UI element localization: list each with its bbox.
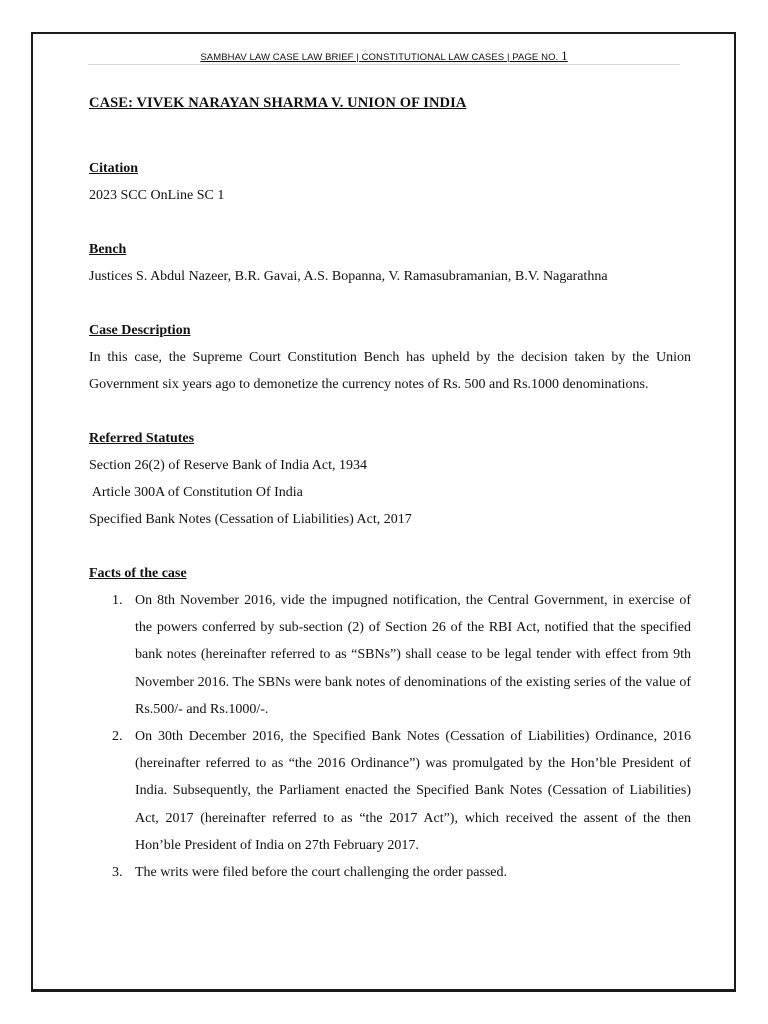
case-title: CASE: VIVEK NARAYAN SHARMA V. UNION OF INDIA bbox=[89, 95, 467, 111]
statute-item: Article 300A of Constitution Of India bbox=[89, 485, 303, 500]
fact-number: 3. bbox=[112, 865, 123, 881]
spacer bbox=[89, 116, 691, 155]
spacer bbox=[89, 533, 691, 560]
spacer bbox=[89, 209, 691, 236]
statute-item: Section 26(2) of Reserve Bank of India Act, 1934 bbox=[89, 458, 367, 473]
header-text: SAMBHAV LAW CASE LAW BRIEF | CONSTITUTIONAL LAW CASES | PAGE NO. bbox=[200, 52, 559, 63]
spacer bbox=[89, 398, 691, 425]
referred-statutes-heading: Referred Statutes bbox=[89, 431, 195, 446]
running-header bbox=[88, 48, 680, 64]
case-description-text: In this case, the Supreme Court Constitution Bench has upheld by the decision taken by the Union Government six years ago to demonetize the currency notes of Rs. 500 and Rs.1000 denominations. bbox=[89, 350, 691, 392]
fact-text: On 30th December 2016, the Specified Bank Notes (Cessation of Liabilities) Ordinance, 2016 (hereinafter referred to as “the 2016 Ordinance”) was promulgated by the Hon’ble President of India. Subsequently, the Parliament enacted the Specified Bank Notes (Cessation of Liabilities) Act, 2017 (hereinafter referred to as “the 2017 Act”), which received the assent of the then Hon’ble President of India on 27th February 2017. bbox=[135, 729, 691, 853]
fact-item bbox=[89, 859, 691, 886]
fact-number: 1. bbox=[112, 593, 123, 608]
bench-text: Justices S. Abdul Nazeer, B.R. Gavai, A.S. Bopanna, V. Ramasubramanian, B.V. Nagarathna bbox=[89, 269, 608, 284]
spacer bbox=[89, 290, 691, 317]
facts-heading: Facts of the case bbox=[89, 566, 187, 581]
document-body bbox=[89, 90, 691, 886]
citation-heading: Citation bbox=[89, 161, 138, 176]
bench-heading: Bench bbox=[89, 242, 127, 257]
citation-text: 2023 SCC OnLine SC 1 bbox=[89, 188, 225, 203]
facts-list bbox=[89, 587, 691, 886]
fact-number: 2. bbox=[112, 729, 123, 745]
fact-text: The writs were filed before the court challenging the order passed. bbox=[135, 865, 508, 881]
fact-item bbox=[89, 723, 691, 859]
fact-text: On 8th November 2016, vide the impugned notification, the Central Government, in exercise of the powers conferred by sub-section (2) of Section 26 of the RBI Act, notified that the specified bank notes (hereinafter referred to as “SBNs”) shall cease to be legal tender with effect from 9th November 2016. The SBNs were bank notes of denominations of the existing series of the value of Rs.500/- and Rs.1000/-. bbox=[135, 593, 691, 717]
fact-item bbox=[89, 587, 691, 723]
page-number: 1 bbox=[561, 48, 568, 63]
case-description-heading: Case Description bbox=[89, 323, 191, 338]
header-rule bbox=[88, 64, 680, 65]
statute-item: Specified Bank Notes (Cessation of Liabilities) Act, 2017 bbox=[89, 512, 412, 527]
